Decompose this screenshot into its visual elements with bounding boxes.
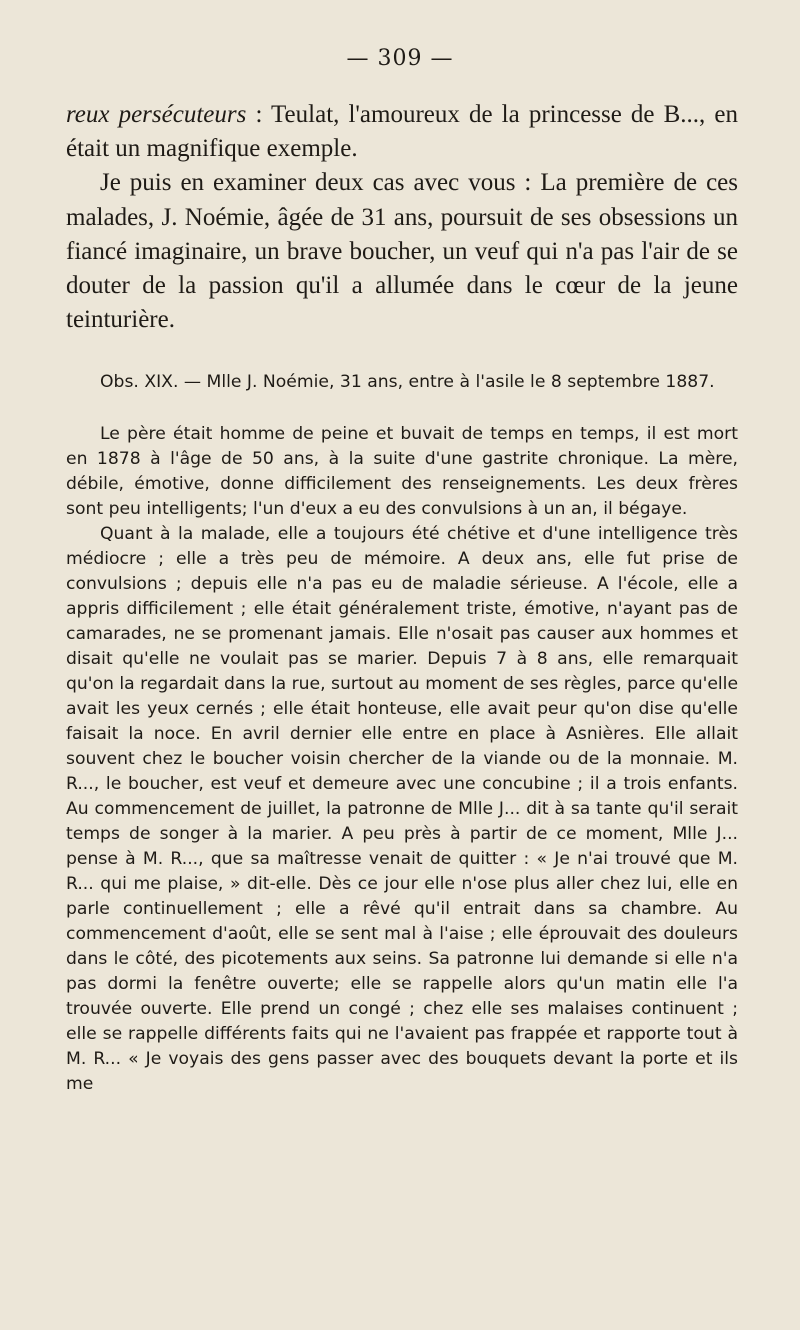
- observation-paragraph: Le père était homme de peine et buvait de temps en temps, il est mort en 1878 à l'âge de 50 ans, à la suite d'une gastrite chronique. La mère, débile, émotive, donne difficilement des renseignements. Les deux frères sont peu intelligents; l'un d'eux a eu des convulsions à un an, il bégaye.: [66, 424, 738, 519]
- observation-title: Obs. XIX. — Mlle J. Noémie, 31 ans, entre à l'asile le 8 septembre 1887.: [100, 372, 715, 392]
- observation-title-block: [66, 370, 738, 395]
- italic-phrase: reux persécuteurs: [66, 101, 247, 128]
- observation-paragraph: Quant à la malade, elle a toujours été chétive et d'une intelligence très médiocre ; elle a très peu de mémoire. A deux ans, elle fut prise de convulsions ; depuis elle n'a pas eu de maladie sérieuse. A l'école, elle a appris difficilement ; elle était généralement triste, émotive, n'ayant pas de camarades, ne se promenant jamais. Elle n'osait pas causer aux hommes et disait qu'elle ne voulait pas se marier. Depuis 7 à 8 ans, elle remarquait qu'on la regardait dans la rue, surtout au moment de ses règles, parce qu'elle avait les yeux cernés ; elle était honteuse, elle avait peur qu'on dise qu'elle faisait la noce. En avril dernier elle entre en place à Asnières. Elle allait souvent chez le boucher voisin chercher de la viande ou de la monnaie. M. R..., le boucher, est veuf et demeure avec une concubine ; il a trois enfants. Au commencement de juillet, la patronne de Mlle J... dit à sa tante qu'il serait temps de songer à la marier. A peu près à partir de ce moment, Mlle J... pense à M. R..., que sa maîtresse venait de quitter : « Je n'ai trouvé que M. R... qui me plaise, » dit-elle. Dès ce jour elle n'ose plus aller chez lui, elle en parle continuellement ; elle a rêvé qu'il entrait dans sa chambre. Au commencement d'août, elle se sent mal à l'aise ; elle éprouvait des douleurs dans le côté, des picotements aux seins. Sa patronne lui demande si elle n'a pas dormi la fenêtre ouverte; elle se rappelle alors qu'un matin elle l'a trouvée ouverte. Elle prend un congé ; chez elle ses malaises continuent ; elle se rappelle différents faits qui ne l'avaient pas frappée et rapporte tout à M. R... « Je voyais des gens passer avec des bouquets devant la porte et ils me: [66, 524, 739, 1094]
- observation-body: [66, 422, 738, 1097]
- lead-paragraph-1-rest: : Teulat, l'amoureux de la princesse de B..., en était un magnifique exemple.: [66, 101, 738, 163]
- page-number: — 309 —: [346, 46, 454, 71]
- lead-text: [66, 98, 738, 337]
- lead-paragraph-2: Je puis en examiner deux cas avec vous : La première de ces malades, J. Noémie, âgée de 31 ans, poursuit de ses obsessions un fiancé imaginaire, un brave boucher, un veuf qui n'a pas l'air de se douter de la passion qu'il a allumée dans le cœur de la jeune teinturière.: [66, 169, 738, 334]
- lead-paragraph-1: [66, 98, 738, 166]
